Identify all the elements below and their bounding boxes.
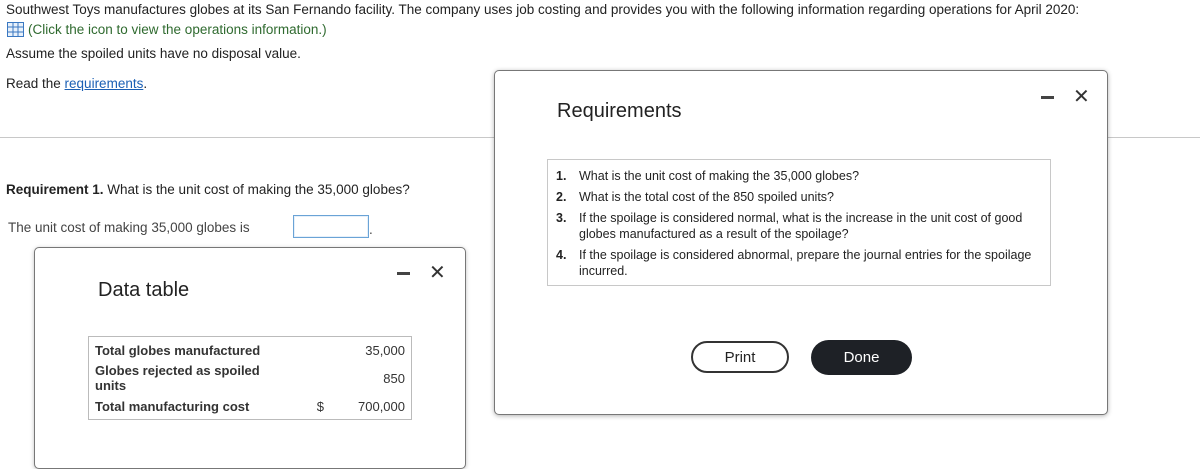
requirement-number: 3. — [556, 211, 567, 225]
assumption-text: Assume the spoiled units have no disposal value. — [6, 46, 301, 61]
row-label: Total globes manufactured — [95, 342, 261, 358]
list-item — [556, 210, 1042, 242]
row-currency — [297, 337, 330, 364]
answer-period: . — [369, 222, 373, 237]
requirement-text: What is the total cost of the 850 spoiled units? — [579, 190, 835, 204]
requirements-link[interactable]: requirements — [64, 76, 144, 91]
data-table-dialog — [34, 247, 466, 469]
list-item — [556, 247, 1042, 279]
requirement-text: What is the unit cost of making the 35,000 globes? — [579, 169, 860, 183]
row-value: 35,000 — [365, 342, 405, 358]
requirement-1-label: Requirement 1. — [6, 182, 104, 197]
data-table-title: Data table — [98, 279, 190, 301]
row-currency — [297, 363, 330, 393]
list-item — [556, 189, 1042, 205]
close-icon[interactable]: ✕ — [1073, 86, 1090, 108]
operations-info-link[interactable] — [7, 22, 327, 37]
unit-cost-prompt: The unit cost of making 35,000 globes is — [8, 220, 250, 235]
requirement-text: If the spoilage is considered abnormal, prepare the journal entries for the spoilage incurred. — [579, 248, 1032, 278]
table-row — [89, 393, 412, 420]
table-row — [89, 337, 412, 364]
requirement-number: 1. — [556, 169, 567, 183]
requirements-list — [547, 159, 1051, 286]
read-prefix: Read the — [6, 76, 65, 91]
requirement-1-heading — [6, 182, 410, 197]
list-item — [556, 168, 1042, 184]
requirement-1-question: What is the unit cost of making the 35,000 globes? — [103, 182, 410, 197]
requirements-dialog — [494, 70, 1108, 415]
unit-cost-input[interactable] — [293, 215, 369, 238]
table-row — [89, 363, 412, 393]
print-button[interactable]: Print — [691, 341, 789, 373]
row-currency: $ — [316, 398, 324, 414]
done-button[interactable]: Done — [811, 340, 912, 375]
close-icon[interactable]: ✕ — [429, 262, 446, 284]
row-value: 700,000 — [358, 398, 405, 414]
requirement-text: If the spoilage is considered normal, what is the increase in the unit cost of good globes manufactured as a result of the spoilage? — [579, 211, 1023, 241]
minimize-icon[interactable] — [1041, 96, 1054, 99]
table-grid-icon[interactable] — [7, 22, 24, 37]
requirement-number: 4. — [556, 248, 567, 262]
operations-data-table — [88, 336, 412, 420]
requirement-number: 2. — [556, 190, 567, 204]
read-requirements-line — [6, 76, 147, 91]
row-value: 850 — [383, 370, 405, 386]
minimize-icon[interactable] — [397, 272, 410, 275]
row-label: Globes rejected as spoiled units — [95, 363, 260, 393]
intro-text: Southwest Toys manufactures globes at its San Fernando facility. The company uses job costing and provides you with the following information regarding operations for April 2020: — [6, 2, 1080, 17]
row-label: Total manufacturing cost — [95, 398, 250, 414]
requirements-title: Requirements — [557, 100, 682, 122]
click-icon-text: (Click the icon to view the operations information.) — [28, 22, 327, 37]
read-suffix: . — [143, 76, 148, 91]
